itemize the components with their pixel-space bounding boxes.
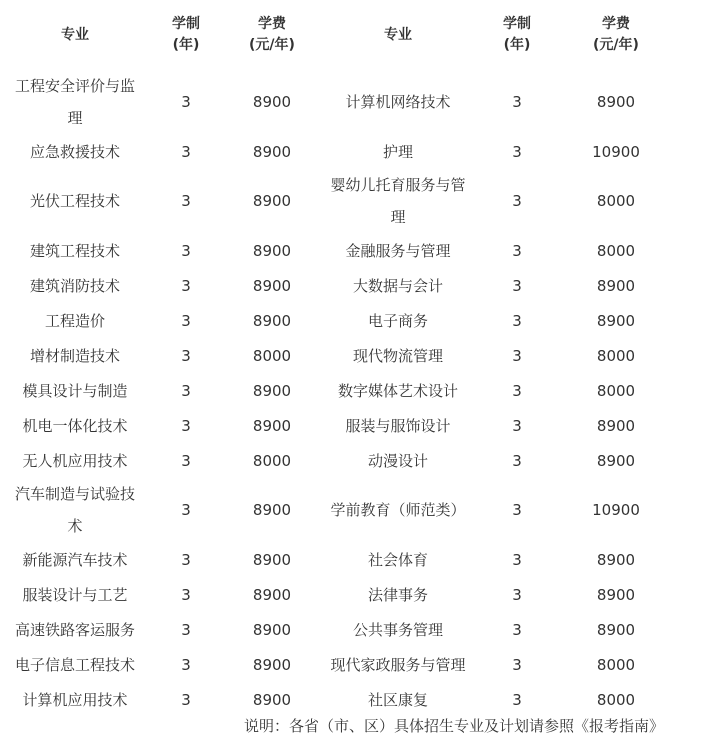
header-years-left bbox=[150, 0, 222, 70]
years-cell-left: 3 bbox=[181, 620, 191, 639]
years-cell-left: 3 bbox=[181, 142, 191, 161]
years-cell-right: 3 bbox=[512, 311, 522, 330]
fee-cell-left: 8000 bbox=[252, 451, 292, 470]
years-cell-left: 3 bbox=[181, 346, 191, 365]
fee-cell-left: 8900 bbox=[252, 142, 292, 161]
major-name-line: 应急救援技术 bbox=[29, 142, 120, 161]
major-cell-right bbox=[322, 647, 474, 682]
major-cell-left bbox=[0, 443, 150, 478]
header-major-right bbox=[322, 0, 474, 70]
major-cell-left bbox=[0, 134, 150, 169]
years-cell-right: 3 bbox=[512, 501, 522, 519]
fee-cell-right: 8000 bbox=[596, 690, 636, 709]
header-major-right-label: 专业 bbox=[384, 26, 412, 43]
table-row bbox=[0, 478, 672, 542]
header-years-right-line1: 学制 bbox=[503, 16, 531, 32]
fee-cell-right: 8900 bbox=[596, 276, 636, 295]
fee-cell-right: 8000 bbox=[596, 192, 636, 210]
major-name-line: 电子商务 bbox=[367, 311, 428, 330]
table-row bbox=[0, 612, 672, 647]
major-cell-right bbox=[322, 577, 474, 612]
major-name-line: 机电一体化技术 bbox=[22, 416, 128, 435]
major-name-line: 无人机应用技术 bbox=[22, 451, 128, 470]
major-name-line: 婴幼儿托育服务与管 bbox=[330, 176, 466, 194]
header-major-left bbox=[0, 0, 150, 70]
major-cell-left bbox=[0, 268, 150, 303]
table-row bbox=[0, 169, 672, 233]
table-row bbox=[0, 70, 672, 134]
major-cell-left bbox=[0, 303, 150, 338]
major-cell-right bbox=[322, 70, 474, 134]
major-cell-left bbox=[0, 647, 150, 682]
fee-cell-right: 8000 bbox=[596, 346, 636, 365]
years-cell-right: 3 bbox=[512, 416, 522, 435]
years-cell-right: 3 bbox=[512, 655, 522, 674]
header-fee-right bbox=[560, 0, 672, 70]
major-name-line: 护理 bbox=[382, 142, 413, 161]
major-name-line: 金融服务与管理 bbox=[345, 241, 451, 260]
table-row bbox=[0, 647, 672, 682]
major-name-line: 模具设计与制造 bbox=[22, 381, 128, 400]
header-fee-left-line2: (元/年) bbox=[249, 37, 295, 53]
years-cell-right: 3 bbox=[512, 276, 522, 295]
years-cell-right: 3 bbox=[512, 142, 522, 161]
major-cell-right bbox=[322, 233, 474, 268]
years-cell-right: 3 bbox=[512, 192, 522, 210]
major-cell-right bbox=[322, 612, 474, 647]
years-cell-right: 3 bbox=[512, 620, 522, 639]
major-cell-left bbox=[0, 478, 150, 542]
fee-cell-right: 8900 bbox=[596, 93, 636, 111]
years-cell-left: 3 bbox=[181, 501, 191, 519]
major-cell-left bbox=[0, 577, 150, 612]
major-cell-left bbox=[0, 233, 150, 268]
table-row bbox=[0, 268, 672, 303]
years-cell-left: 3 bbox=[181, 192, 191, 210]
fee-cell-right: 8900 bbox=[596, 311, 636, 330]
table-row bbox=[0, 303, 672, 338]
fee-cell-right: 8900 bbox=[596, 550, 636, 569]
fee-cell-right: 10900 bbox=[592, 142, 640, 161]
years-cell-right: 3 bbox=[512, 381, 522, 400]
major-cell-left bbox=[0, 338, 150, 373]
years-cell-right: 3 bbox=[512, 93, 522, 111]
fee-cell-right: 8900 bbox=[596, 620, 636, 639]
major-name-line: 汽车制造与试验技 bbox=[14, 485, 135, 503]
major-name-line: 社区康复 bbox=[367, 690, 428, 709]
fee-cell-left: 8900 bbox=[252, 620, 292, 639]
fee-cell-right: 8900 bbox=[596, 451, 636, 470]
fee-cell-left: 8900 bbox=[252, 311, 292, 330]
major-cell-left bbox=[0, 682, 150, 717]
major-cell-right bbox=[322, 373, 474, 408]
fee-cell-right: 8000 bbox=[596, 655, 636, 674]
major-name-line: 理 bbox=[67, 109, 83, 127]
major-name-line: 数字媒体艺术设计 bbox=[337, 381, 458, 400]
header-row bbox=[0, 0, 672, 70]
years-cell-right: 3 bbox=[512, 690, 522, 709]
fee-cell-left: 8900 bbox=[252, 416, 292, 435]
major-cell-left bbox=[0, 612, 150, 647]
fee-cell-left: 8900 bbox=[252, 585, 292, 604]
major-name-line: 工程安全评价与监 bbox=[14, 77, 135, 95]
major-cell-right bbox=[322, 338, 474, 373]
fee-cell-left: 8900 bbox=[252, 192, 292, 210]
major-name-line: 理 bbox=[390, 208, 406, 226]
fee-cell-left: 8900 bbox=[252, 381, 292, 400]
fee-cell-left: 8900 bbox=[252, 550, 292, 569]
major-name-line: 新能源汽车技术 bbox=[22, 550, 128, 569]
major-name-line: 建筑消防技术 bbox=[29, 276, 120, 295]
table-row bbox=[0, 443, 672, 478]
years-cell-left: 3 bbox=[181, 585, 191, 604]
major-name-line: 服装设计与工艺 bbox=[22, 585, 128, 604]
table-row bbox=[0, 577, 672, 612]
major-name-line: 大数据与会计 bbox=[352, 276, 443, 295]
major-name-line: 法律事务 bbox=[367, 585, 428, 604]
header-fee-left-line1: 学费 bbox=[258, 16, 286, 32]
major-cell-right bbox=[322, 408, 474, 443]
header-major-left-label: 专业 bbox=[61, 26, 89, 43]
years-cell-left: 3 bbox=[181, 690, 191, 709]
fee-cell-right: 8000 bbox=[596, 381, 636, 400]
years-cell-right: 3 bbox=[512, 241, 522, 260]
fee-cell-right: 8000 bbox=[596, 241, 636, 260]
major-name-line: 学前教育（师范类） bbox=[330, 501, 466, 519]
table-header bbox=[0, 0, 672, 70]
major-name-line: 计算机网络技术 bbox=[345, 93, 451, 111]
major-name-line: 社会体育 bbox=[367, 550, 428, 569]
footnote: 说明：各省（市、区）具体招生专业及计划请参照《报考指南》 bbox=[244, 717, 665, 735]
major-name-line: 高速铁路客运服务 bbox=[14, 620, 135, 639]
major-cell-right bbox=[322, 169, 474, 233]
major-cell-right bbox=[322, 478, 474, 542]
fee-cell-left: 8000 bbox=[252, 346, 292, 365]
major-name-line: 光伏工程技术 bbox=[29, 192, 120, 210]
fee-cell-left: 8900 bbox=[252, 241, 292, 260]
header-fee-right-line2: (元/年) bbox=[593, 37, 639, 53]
table-row bbox=[0, 338, 672, 373]
years-cell-left: 3 bbox=[181, 276, 191, 295]
major-name-line: 计算机应用技术 bbox=[22, 690, 128, 709]
major-cell-right bbox=[322, 268, 474, 303]
major-cell-left bbox=[0, 373, 150, 408]
header-years-right bbox=[474, 0, 560, 70]
years-cell-right: 3 bbox=[512, 346, 522, 365]
fee-cell-right: 8900 bbox=[596, 585, 636, 604]
major-name-line: 现代物流管理 bbox=[352, 346, 443, 365]
fee-cell-left: 8900 bbox=[252, 690, 292, 709]
years-cell-left: 3 bbox=[181, 381, 191, 400]
major-name-line: 工程造价 bbox=[44, 311, 105, 330]
years-cell-left: 3 bbox=[181, 451, 191, 470]
table-row bbox=[0, 373, 672, 408]
major-name-line: 动漫设计 bbox=[367, 451, 428, 470]
major-name-line: 服装与服饰设计 bbox=[345, 416, 451, 435]
major-cell-left bbox=[0, 70, 150, 134]
years-cell-right: 3 bbox=[512, 585, 522, 604]
table-row bbox=[0, 408, 672, 443]
years-cell-left: 3 bbox=[181, 241, 191, 260]
table-row bbox=[0, 542, 672, 577]
major-cell-right bbox=[322, 443, 474, 478]
fee-cell-right: 8900 bbox=[596, 416, 636, 435]
major-name-line: 术 bbox=[67, 517, 83, 535]
header-fee-right-line1: 学费 bbox=[602, 16, 630, 32]
years-cell-left: 3 bbox=[181, 311, 191, 330]
fee-cell-left: 8900 bbox=[252, 655, 292, 674]
header-years-left-line1: 学制 bbox=[172, 16, 200, 32]
header-years-right-line2: (年) bbox=[503, 37, 531, 53]
fee-cell-left: 8900 bbox=[252, 276, 292, 295]
major-cell-left bbox=[0, 169, 150, 233]
table-row bbox=[0, 134, 672, 169]
years-cell-right: 3 bbox=[512, 451, 522, 470]
years-cell-left: 3 bbox=[181, 416, 191, 435]
major-name-line: 现代家政服务与管理 bbox=[330, 655, 466, 674]
major-cell-right bbox=[322, 542, 474, 577]
major-cell-left bbox=[0, 542, 150, 577]
major-name-line: 增材制造技术 bbox=[29, 346, 120, 365]
fee-cell-left: 8900 bbox=[252, 501, 292, 519]
header-years-left-line2: (年) bbox=[172, 37, 200, 53]
major-name-line: 建筑工程技术 bbox=[29, 241, 120, 260]
major-cell-right bbox=[322, 303, 474, 338]
major-cell-left bbox=[0, 408, 150, 443]
major-name-line: 电子信息工程技术 bbox=[14, 655, 135, 674]
years-cell-left: 3 bbox=[181, 550, 191, 569]
years-cell-left: 3 bbox=[181, 655, 191, 674]
header-fee-left bbox=[222, 0, 322, 70]
table-row bbox=[0, 233, 672, 268]
major-name-line: 公共事务管理 bbox=[352, 620, 443, 639]
years-cell-left: 3 bbox=[181, 93, 191, 111]
table-body bbox=[0, 70, 672, 717]
years-cell-right: 3 bbox=[512, 550, 522, 569]
fee-cell-left: 8900 bbox=[252, 93, 292, 111]
major-cell-right bbox=[322, 134, 474, 169]
fee-cell-right: 10900 bbox=[592, 501, 640, 519]
